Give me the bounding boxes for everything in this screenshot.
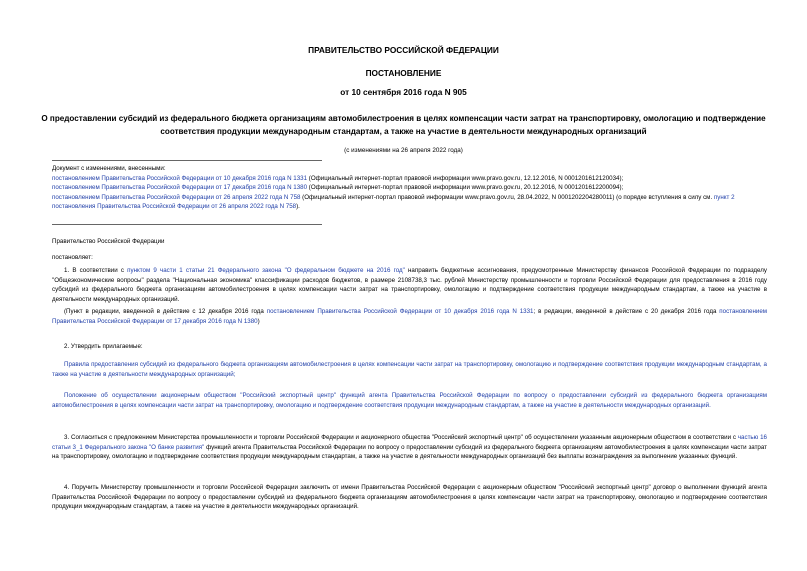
change-item bbox=[52, 174, 767, 184]
divider-bottom bbox=[52, 224, 322, 225]
document-title: О предоставлении субсидий из федерального бюджета организациям автомобилестроения в целях компенсации части затрат на транспортировку, омологацию и подтверждение соответствия продукции международным стандартам, а также на участие в деятельности международных организаций bbox=[41, 114, 766, 136]
p1-law-link[interactable]: пунктом 9 части 1 статьи 21 Федерального закона "О федеральном бюджете на 2016 год" bbox=[127, 267, 405, 274]
change-item bbox=[52, 183, 767, 193]
issuing-authority: ПРАВИТЕЛЬСТВО РОССИЙСКОЙ ФЕДЕРАЦИИ bbox=[308, 45, 499, 55]
change-source: (Официальный интернет-портал правовой информации www.pravo.gov.ru, 12.12.2016, N 0001201612120034); bbox=[307, 174, 624, 182]
change-link[interactable]: постановлением Правительства Российской Федерации от 17 декабря 2016 года N 1380 bbox=[52, 184, 308, 192]
paragraph-4 bbox=[52, 483, 767, 512]
p1-note-start: (Пункт в редакции, введенной в действие с 12 декабря 2016 года bbox=[64, 308, 267, 315]
change-link-entry-into-force[interactable]: пункт 2 постановления Правительства Российской Федерации от 26 апреля 2022 года N 758 bbox=[52, 193, 735, 211]
changes-block bbox=[52, 164, 767, 212]
change-source: (Официальный интернет-портал правовой информации www.pravo.gov.ru, 20.12.2016, N 0001201612200094); bbox=[307, 184, 624, 192]
paragraph-1 bbox=[52, 266, 767, 304]
p1-note-end: ) bbox=[257, 317, 260, 325]
p1-text: направить бюджетные ассигнования, предусмотренные Министерству финансов Российской Федерации по подразделу "Общеэкономические вопросы" раздела "Национальная экономика" классификации расходов бюджетов, в размере 2108738,3 тыс. рублей Министерству промышленности и торговли Российской Федерации для предоставления в 2016 году субсидий из федерального бюджета организациям автомобилестроения в целях компенсации части затрат на транспортировку, омологацию и подтверждение соответствия продукции международным стандартам, а также на участие в деятельности международных организаций. bbox=[52, 267, 767, 303]
p3-law-link[interactable]: частью 16 статьи 3_1 Федерального закона "О банке развития" bbox=[52, 434, 768, 451]
document-type: ПОСТАНОВЛЕНИЕ bbox=[365, 68, 442, 78]
p2-regulation-text[interactable]: Положение об осуществлении акционерным обществом "Российский экспортный центр" функций агента Правительства Российской Федерации по вопросу о предоставлении субсидий из федерального бюджета организациям автомобилестроения в целях компенсации части затрат на транспортировку, омологацию и подтверждение соответствия продукции международным стандартам, а также на участие в деятельности международных организаций. bbox=[52, 392, 767, 409]
change-link[interactable]: постановлением Правительства Российской Федерации от 26 апреля 2022 года N 758 bbox=[52, 193, 301, 201]
p1-start: 1. В соответствии с bbox=[64, 267, 128, 274]
paragraph-2 bbox=[52, 342, 767, 352]
changes-intro: Документ с изменениями, внесенными: bbox=[52, 165, 166, 172]
change-source: (Официальный интернет-портал правовой информации www.pravo.gov.ru, 28.04.2022, N 0001202204280011) (о порядке вступления в силу см. bbox=[300, 193, 714, 201]
change-item bbox=[52, 193, 767, 212]
paragraph-2-regulation-link[interactable] bbox=[52, 391, 767, 410]
p2-text: 2. Утвердить прилагаемые: bbox=[64, 343, 143, 350]
paragraph-2-rules-link[interactable] bbox=[52, 360, 767, 379]
change-link[interactable]: постановлением Правительства Российской Федерации от 10 декабря 2016 года N 1331 bbox=[52, 174, 308, 182]
p3-text: функций агента Правительства Российской Федерации по вопросу о предоставлении субсидий из федерального бюджета организациям автомобилестроения в целях компенсации части затрат на транспортировку, омологацию и подтверждение соответствия продукции международным стандартам, а также на участие в деятельности международных организаций без выплаты вознаграждения за выполнение указанных функций. bbox=[52, 443, 768, 461]
p3-start: 3. Согласиться с предложением Министерства промышленности и торговли Российской Федерации и акционерного общества "Российский экспортный центр" об осуществлении указанным акционерным обществом в соответствии с bbox=[64, 434, 738, 441]
p1-note-mid: ; в редакции, введенной в действие с 20 декабря 2016 года bbox=[533, 308, 720, 315]
p1-note-link-1331[interactable]: постановлением Правительства Российской Федерации от 10 декабря 2016 года N 1331 bbox=[266, 308, 534, 315]
divider-top bbox=[52, 160, 322, 161]
p1-note-link-1380[interactable]: постановлением Правительства Российской Федерации от 17 декабря 2016 года N 1380 bbox=[52, 308, 768, 325]
government-line: Правительство Российской Федерации bbox=[52, 238, 165, 245]
p2-rules-text[interactable]: Правила предоставления субсидий из федерального бюджета организациям автомобилестроения в целях компенсации части затрат на транспортировку, омологацию и подтверждение соответствия продукции международным стандартам, а также на участие в деятельности международных организаций; bbox=[52, 361, 767, 378]
p4-text: 4. Поручить Министерству промышленности и торговли Российской Федерации заключить от имени Правительства Российской Федерации с акционерным обществом "Российский экспортный центр" договор о выполнении функций агента Правительства Российской Федерации по вопросу о предоставлении субсидий из федерального бюджета организациям автомобилестроения в целях компенсации части затрат на транспортировку, омологацию и подтверждение соответствия продукции международным стандартам, а также на участие в деятельности международных организаций. bbox=[52, 484, 767, 511]
paragraph-1-note bbox=[52, 307, 767, 326]
paragraph-3 bbox=[52, 433, 767, 462]
decrees-line: постановляет: bbox=[52, 254, 93, 261]
revision-note: (с изменениями на 26 апреля 2022 года) bbox=[344, 147, 463, 154]
document-date-number: от 10 сентября 2016 года N 905 bbox=[340, 87, 467, 97]
change-end: ). bbox=[296, 203, 300, 211]
